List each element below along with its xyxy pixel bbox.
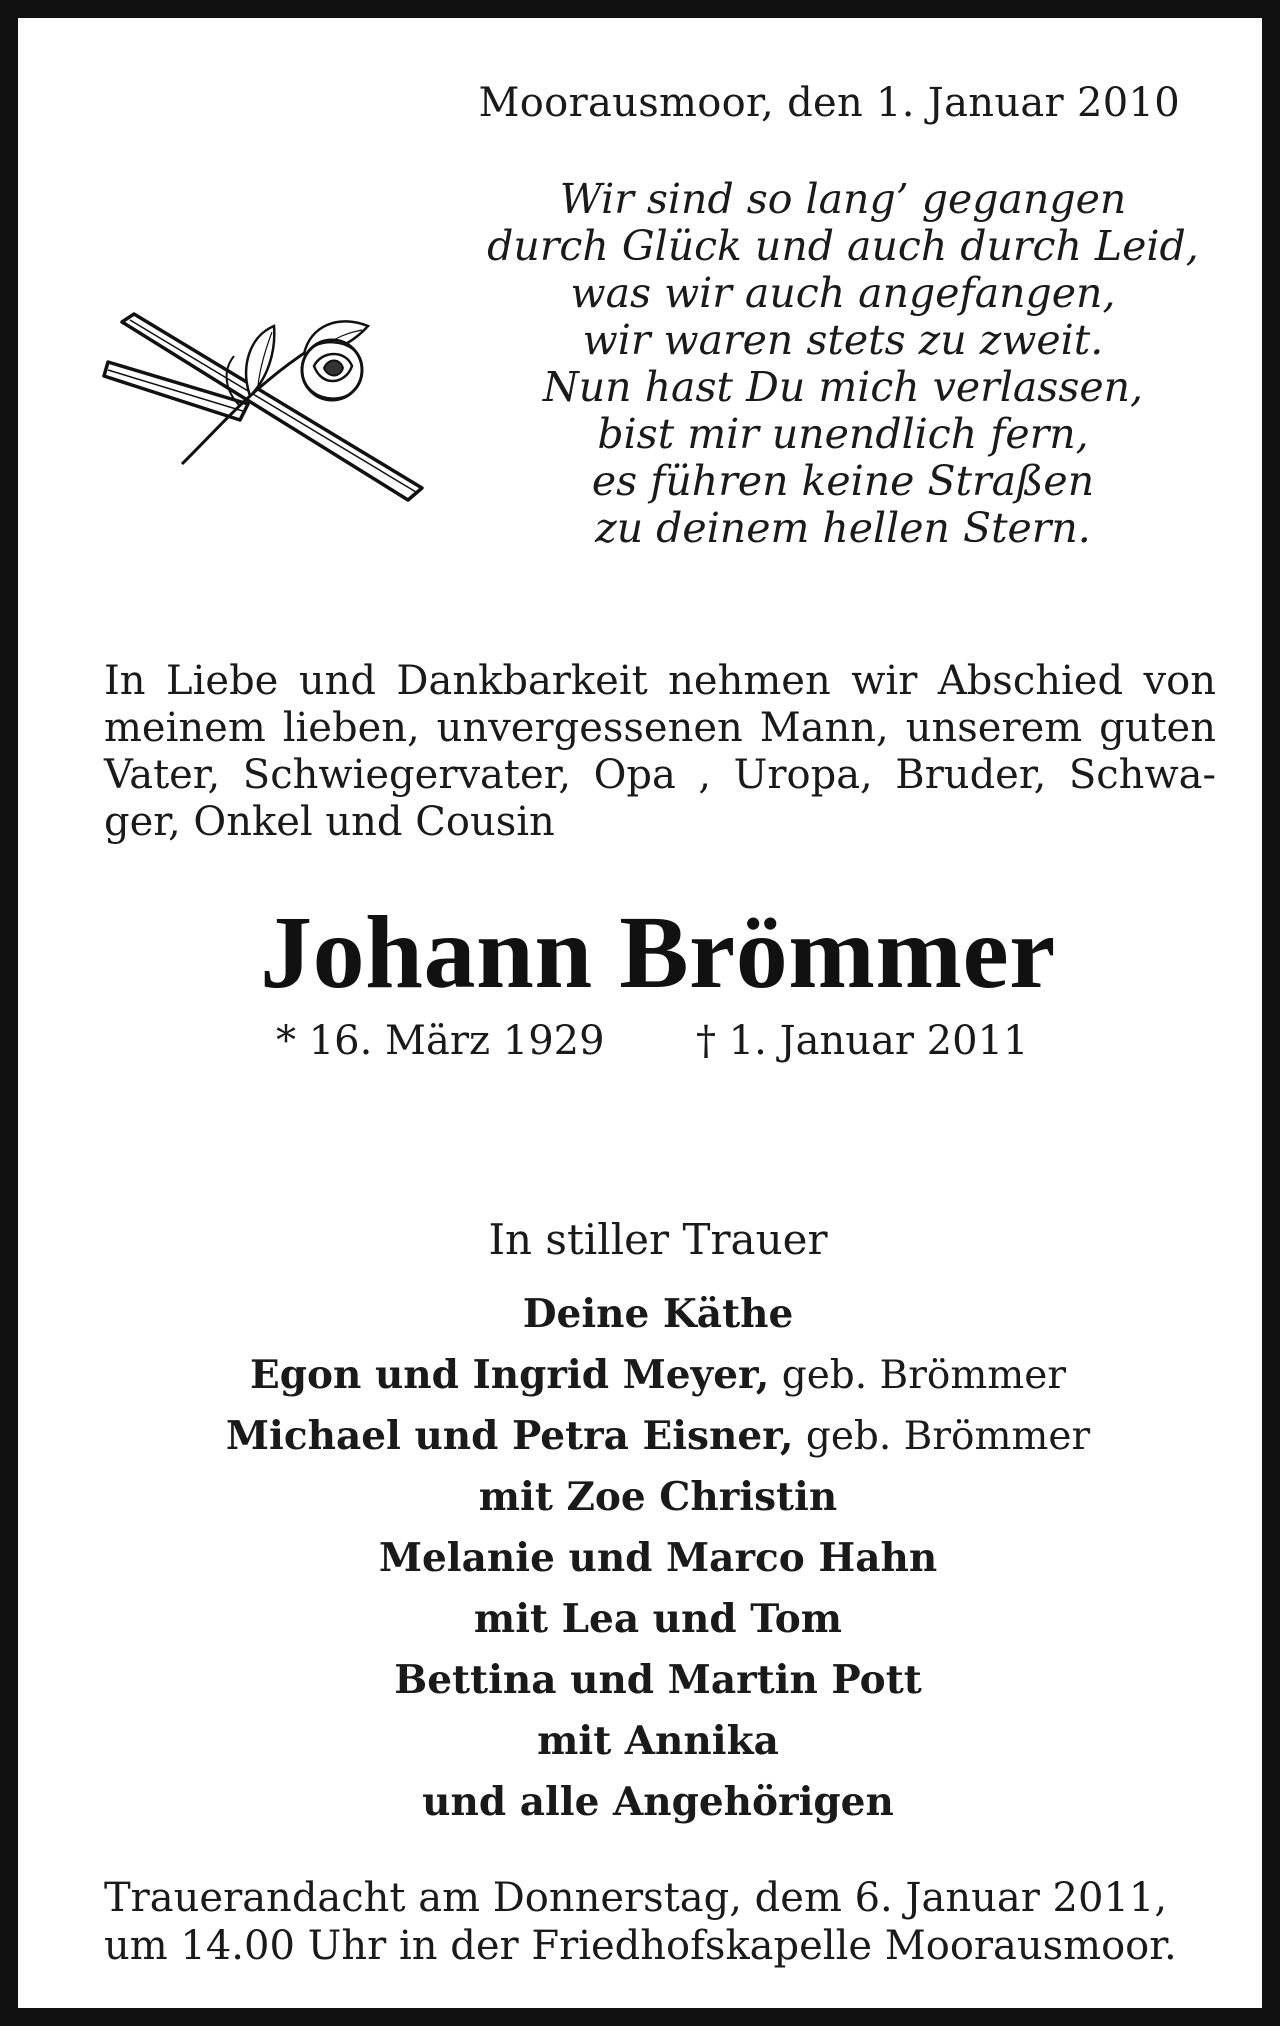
mourner-entry: mit Annika bbox=[537, 1718, 779, 1764]
farewell-paragraph bbox=[104, 658, 1216, 846]
service-line: Trauerandacht am Donnerstag, dem 6. Januar 2011, bbox=[104, 1875, 1168, 1921]
poem-line: es führen keine Straßen bbox=[591, 457, 1095, 505]
farewell-line: ger, Onkel und Cousin bbox=[104, 799, 555, 845]
poem-line: durch Glück und auch durch Leid, bbox=[487, 222, 1199, 270]
poem-line: wir waren stets zu zweit. bbox=[582, 316, 1104, 364]
deceased-name: Johann Brömmer bbox=[260, 895, 1056, 1010]
poem-line: zu deinem hellen Stern. bbox=[595, 504, 1091, 552]
mourner-entry: Egon und Ingrid Meyer, geb. Brömmer bbox=[250, 1352, 1066, 1398]
service-line: um 14.00 Uhr in der Friedhofskapelle Moorausmoor. bbox=[104, 1923, 1177, 1969]
birth-date: * 16. März 1929 bbox=[276, 1018, 605, 1064]
poem-line: Nun hast Du mich verlassen, bbox=[542, 363, 1144, 411]
mourner-entry: mit Zoe Christin bbox=[478, 1474, 838, 1520]
mourner-entry: Michael und Petra Eisner, geb. Brömmer bbox=[225, 1413, 1091, 1459]
farewell-line: In Liebe und Dankbarkeit nehmen wir Abschied von bbox=[104, 658, 1216, 704]
mourner-entry: und alle Angehörigen bbox=[422, 1779, 894, 1825]
poem-line: bist mir unendlich fern, bbox=[597, 410, 1089, 458]
farewell-line: Vater, Schwiegervater, Opa , Uropa, Bruder, Schwa- bbox=[104, 752, 1216, 798]
mourner-entry: mit Lea und Tom bbox=[473, 1596, 843, 1642]
service-info bbox=[104, 1874, 1216, 1970]
mourner-entry: Deine Käthe bbox=[522, 1291, 794, 1337]
mourning-heading: In stiller Trauer bbox=[488, 1215, 828, 1264]
poem-line: Wir sind so lang’ gegangen bbox=[559, 175, 1127, 223]
mourner-entry: Melanie und Marco Hahn bbox=[378, 1535, 938, 1581]
farewell-line: meinem lieben, unvergessenen Mann, unserem guten bbox=[104, 705, 1216, 751]
place-date: Moorausmoor, den 1. Januar 2010 bbox=[478, 80, 1180, 126]
poem-line: was wir auch angefangen, bbox=[570, 269, 1116, 317]
mourner-entry: Bettina und Martin Pott bbox=[394, 1657, 922, 1703]
mourners-list bbox=[18, 1284, 1280, 1833]
death-date: † 1. Januar 2011 bbox=[696, 1018, 1029, 1064]
poem bbox=[458, 176, 1228, 552]
cross-with-rose-icon bbox=[100, 296, 430, 516]
